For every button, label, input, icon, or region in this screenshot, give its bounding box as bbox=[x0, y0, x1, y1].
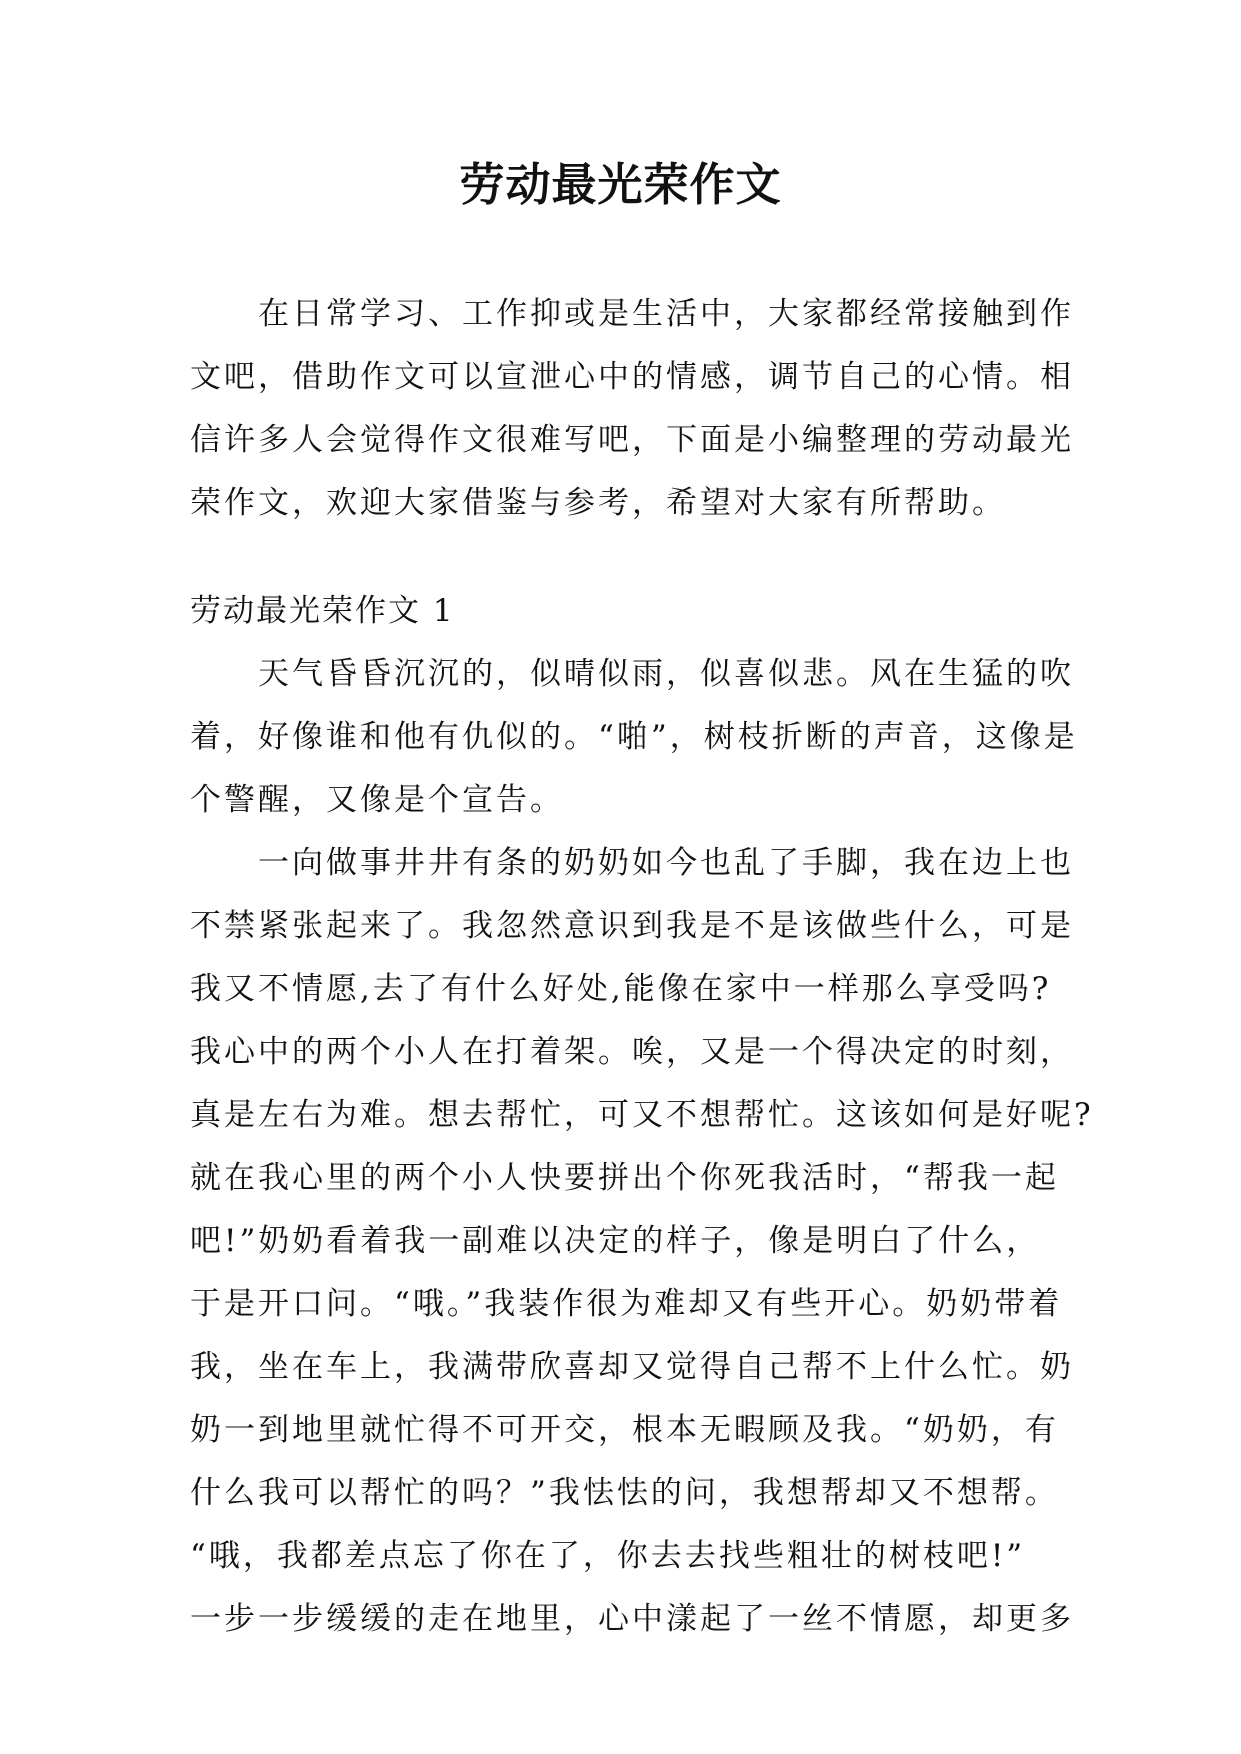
text-line: 我心中的两个小人在打着架。唉，又是一个得决定的时刻， bbox=[190, 1034, 1074, 1070]
text-line: 着，好像谁和他有仇似的。“啪”，树枝折断的声音，这像是 bbox=[190, 719, 1078, 755]
text-line: 不禁紧张起来了。我忽然意识到我是不是该做些什么，可是 bbox=[190, 908, 1074, 944]
text-line: 吧!”奶奶看着我一副难以决定的样子，像是明白了什么， bbox=[190, 1223, 1041, 1259]
text-line: 信许多人会觉得作文很难写吧，下面是小编整理的劳动最光 bbox=[190, 422, 1074, 458]
text-line: 我又不情愿,去了有什么好处,能像在家中一样那么享受吗? bbox=[190, 971, 1052, 1007]
essay-section-1 bbox=[190, 580, 1094, 1651]
text-line: 什么我可以帮忙的吗？”我怯怯的问，我想帮却又不想帮。 bbox=[190, 1475, 1059, 1511]
document-title: 劳动最光荣作文 bbox=[459, 158, 782, 211]
text-line: 文吧，借助作文可以宣泄心中的情感，调节自己的心情。相 bbox=[190, 359, 1074, 395]
text-line: 个警醒，又像是个宣告。 bbox=[190, 782, 564, 818]
section-heading: 劳动最光荣作文 1 bbox=[190, 593, 455, 629]
text-line: 荣作文，欢迎大家借鉴与参考，希望对大家有所帮助。 bbox=[190, 485, 1006, 521]
text-line: 我，坐在车上，我满带欣喜却又觉得自己帮不上什么忙。奶 bbox=[190, 1349, 1074, 1385]
text-line: 奶一到地里就忙得不可开交，根本无暇顾及我。“奶奶，有 bbox=[190, 1412, 1059, 1448]
text-line: 真是左右为难。想去帮忙，可又不想帮忙。这该如何是好呢? bbox=[190, 1097, 1094, 1133]
essay-paragraph-1 bbox=[190, 643, 1078, 832]
intro-paragraph bbox=[190, 283, 1074, 535]
text-line: “哦，我都差点忘了你在了，你去去找些粗壮的树枝吧!” bbox=[190, 1538, 1026, 1574]
text-line: 天气昏昏沉沉的，似晴似雨，似喜似悲。风在生猛的吹 bbox=[258, 656, 1074, 692]
essay-paragraph-2 bbox=[190, 832, 1094, 1651]
text-line: 一步一步缓缓的走在地里，心中漾起了一丝不情愿，却更多 bbox=[190, 1601, 1074, 1637]
text-line: 于是开口问。“哦。”我装作很为难却又有些开心。奶奶带着 bbox=[190, 1286, 1063, 1322]
text-line: 在日常学习、工作抑或是生活中，大家都经常接触到作 bbox=[258, 296, 1074, 332]
text-line: 一向做事井井有条的奶奶如今也乱了手脚，我在边上也 bbox=[258, 845, 1074, 881]
text-line: 就在我心里的两个小人快要拼出个你死我活时，“帮我一起 bbox=[190, 1160, 1059, 1196]
